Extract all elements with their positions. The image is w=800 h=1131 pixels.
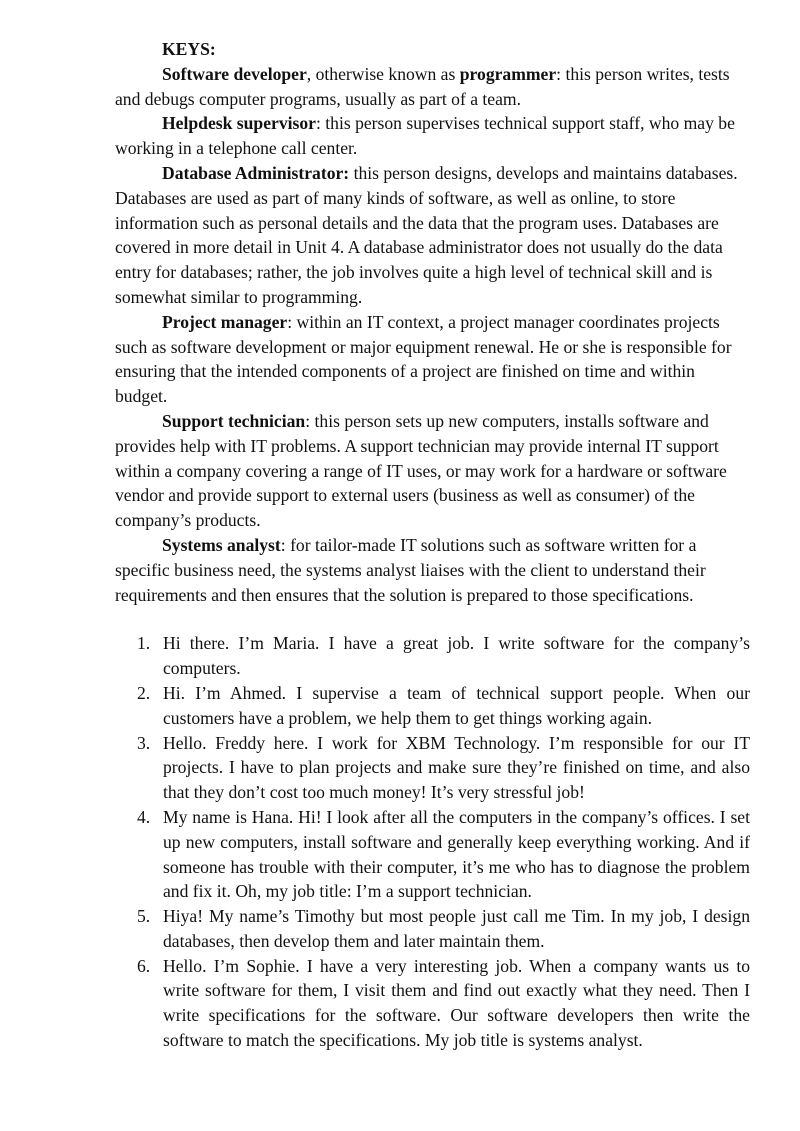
definition-paragraph — [115, 111, 750, 161]
dialogue-item — [137, 731, 750, 805]
dialogue-number: 6. — [137, 955, 151, 976]
definition-term: Helpdesk supervisor — [162, 113, 316, 134]
definition-paragraph — [115, 62, 750, 112]
dialogue-number: 2. — [137, 682, 151, 703]
definitions-section — [115, 62, 750, 608]
definition-text: : for tailor-made IT solutions such as software written for a specific business need, the systems analyst liaises with the client to understand their requirements and then ensures that the solution is prepared to those specifications. — [115, 534, 706, 605]
dialogue-text: Hello. Freddy here. I work for XBM Technology. I’m responsible for our IT projects. I have to plan projects and make sure they’re finished on time, and also that they don’t cost too much money! It’s very stressful job! — [163, 732, 750, 803]
definition-paragraph — [115, 310, 750, 409]
keys-heading: KEYS: — [162, 39, 216, 59]
dialogue-text: Hello. I’m Sophie. I have a very interesting job. When a company wants us to write software for them, I visit them and find out exactly what they need. Then I write specifications for the software. Our software developers then write the software to match the specifications. My job title is systems analyst. — [163, 955, 750, 1051]
definition-paragraph — [115, 409, 750, 533]
dialogue-list — [115, 631, 750, 1053]
definition-text: : within an IT context, a project manager coordinates projects such as software development or major equipment renewal. He or she is responsible for ensuring that the intended components of a project are finished on time and within budget. — [115, 311, 732, 407]
definition-term: programmer — [459, 63, 557, 84]
dialogue-text: Hiya! My name’s Timothy but most people just call me Tim. In my job, I design databases, then develop them and later maintain them. — [163, 906, 750, 951]
definition-term: Project manager — [162, 311, 288, 332]
definition-text: : this person writes, tests and debugs computer programs, usually as part of a team. — [115, 63, 730, 109]
definition-term: Systems analyst — [162, 534, 281, 555]
dialogue-item — [137, 681, 750, 731]
dialogue-text: Hi there. I’m Maria. I have a great job. I write software for the company’s computers. — [163, 633, 750, 679]
dialogue-number: 5. — [137, 906, 151, 927]
dialogue-number: 1. — [137, 633, 151, 654]
dialogue-item — [137, 904, 750, 954]
dialogue-item — [137, 954, 750, 1053]
dialogue-item — [137, 805, 750, 904]
definition-term: Support technician — [162, 410, 306, 431]
definition-text: : this person sets up new computers, installs software and provides help with IT problems. A support technician may provide internal IT support within a company covering a range of IT uses, or may work for a hardware or software vendor and provide support to external users (business as well as consumer) of the company’s products. — [115, 410, 727, 531]
definition-paragraph — [115, 533, 750, 607]
dialogue-number: 4. — [137, 806, 151, 827]
dialogue-number: 3. — [137, 732, 151, 753]
definition-paragraph — [115, 161, 750, 310]
definition-text: , otherwise known as — [306, 63, 460, 84]
definition-term: Software developer — [162, 63, 307, 84]
dialogue-text: My name is Hana. Hi! I look after all the computers in the company’s offices. I set up new computers, install software and generally keep everything working. And if someone has trouble with their computer, it’s me who has to diagnose the problem and fix it. Oh, my job title: I’m a support technician. — [163, 806, 750, 902]
definition-text: this person designs, develops and maintains databases. Databases are used as part of many kinds of software, as well as online, to store information such as personal details and the data that the program uses. Databases are covered in more detail in Unit 4. A database administrator does not usually do the data entry for databases; rather, the job involves quite a high level of technical skill and is somewhat similar to programming. — [115, 162, 738, 307]
definition-term: Database Administrator: — [162, 162, 350, 183]
definition-text: : this person supervises technical support staff, who may be working in a telephone call center. — [115, 113, 735, 159]
dialogue-text: Hi. I’m Ahmed. I supervise a team of technical support people. When our customers have a problem, we help them to get things working again. — [163, 682, 750, 728]
dialogue-item — [137, 631, 750, 681]
